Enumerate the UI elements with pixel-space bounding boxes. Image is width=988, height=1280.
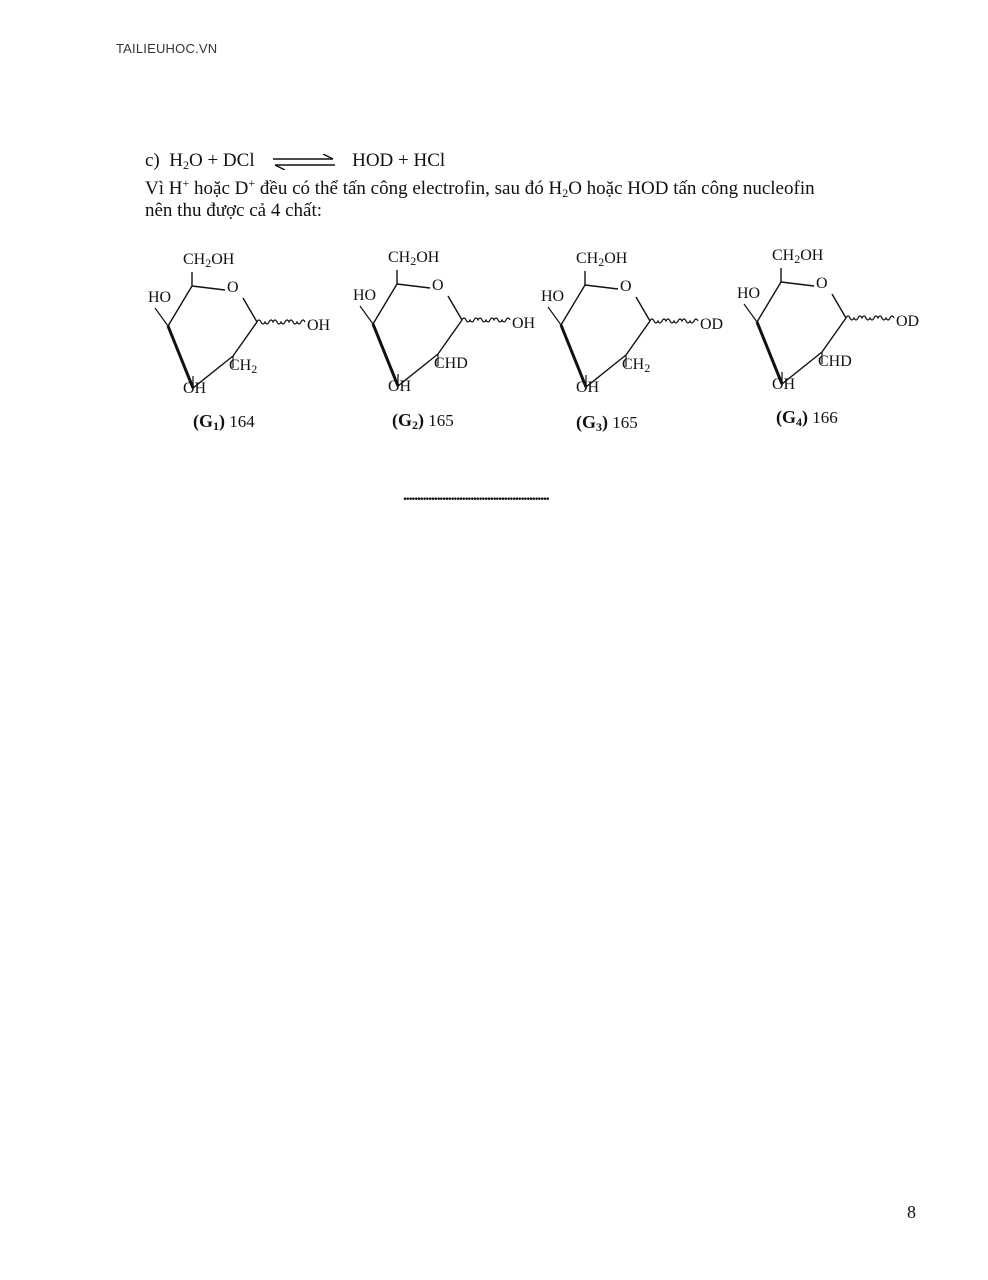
bond-6 xyxy=(373,284,397,324)
substituent-ch2oh: $CH_2OH$ xyxy=(576,250,628,269)
structure-caption: $(G_3)$ 165 xyxy=(576,412,638,434)
equation-label: c) xyxy=(145,150,160,171)
bond-1 xyxy=(397,284,430,288)
stub-0 xyxy=(155,308,168,326)
structure-g1 xyxy=(145,248,335,433)
wavy-bond xyxy=(257,320,305,324)
substituent-ring-carbon: CHD xyxy=(818,353,852,370)
text-line-2: Vì H+ hoặc D+ đều có thể tấn công electrofin, sau đó $H_2O$ hoặc HOD tấn công nucleofin xyxy=(145,176,815,200)
ring-oxygen: O xyxy=(620,278,632,295)
substituent-ch2oh: $CH_2OH$ xyxy=(388,249,440,268)
bond-3 xyxy=(626,321,650,355)
bond-6 xyxy=(168,286,192,326)
stub-0 xyxy=(360,306,373,324)
wavy-bond xyxy=(846,316,894,320)
substituent-left: HO xyxy=(541,288,565,305)
stub-0 xyxy=(744,304,757,322)
substituent-ring-carbon: CHD xyxy=(434,355,468,372)
bond-bold xyxy=(168,326,193,388)
bond-bold xyxy=(561,325,586,387)
equilibrium-arrows-icon xyxy=(273,154,335,170)
bond-2 xyxy=(636,297,650,321)
ring-oxygen: O xyxy=(816,275,828,292)
bond-1 xyxy=(781,282,814,286)
wavy-bond xyxy=(462,318,510,322)
substituent-right: OH xyxy=(307,317,331,334)
structure-caption: $(G_2)$ 165 xyxy=(392,410,454,432)
substituent-ring-carbon: $CH_2$ xyxy=(622,356,651,375)
equation-reactants: $H_2O$ + DCl xyxy=(169,150,255,172)
substituent-right: OD xyxy=(896,313,920,330)
bond-3 xyxy=(822,318,846,352)
structure-caption: $(G_1)$ 164 xyxy=(193,411,255,433)
substituent-left: HO xyxy=(353,287,377,304)
bond-2 xyxy=(448,296,462,320)
substituent-bottom: OH xyxy=(388,378,412,395)
separator-dots: .................................................... xyxy=(403,487,549,504)
substituent-ch2oh: $CH_2OH$ xyxy=(772,247,824,266)
structure-caption: $(G_4)$ 166 xyxy=(776,407,838,429)
text-line-3: nên thu được cả 4 chất: xyxy=(145,200,323,221)
page-number: 8 xyxy=(907,1202,916,1222)
bond-1 xyxy=(192,286,225,290)
ring-oxygen: O xyxy=(432,277,444,294)
watermark: TAILIEUHOC.VN xyxy=(116,41,218,56)
structure-g3 xyxy=(538,247,728,434)
bond-3 xyxy=(233,322,257,356)
wavy-bond xyxy=(650,319,698,323)
bond-3 xyxy=(438,320,462,354)
bond-6 xyxy=(561,285,585,325)
bond-bold xyxy=(373,324,398,386)
substituent-left: HO xyxy=(737,285,761,302)
substituent-ring-carbon: $CH_2$ xyxy=(229,357,258,376)
bond-bold xyxy=(757,322,782,384)
structure-g4 xyxy=(734,244,924,429)
substituent-bottom: OH xyxy=(772,376,796,393)
substituent-right: OD xyxy=(700,316,724,333)
bond-2 xyxy=(832,294,846,318)
stub-0 xyxy=(548,307,561,325)
substituent-bottom: OH xyxy=(576,379,600,396)
equation-products: HOD + HCl xyxy=(352,150,446,171)
bond-6 xyxy=(757,282,781,322)
bond-2 xyxy=(243,298,257,322)
substituent-bottom: OH xyxy=(183,380,207,397)
bond-1 xyxy=(585,285,618,289)
substituent-right: OH xyxy=(512,315,536,332)
ring-oxygen: O xyxy=(227,279,239,296)
substituent-left: HO xyxy=(148,289,172,306)
structure-g2 xyxy=(350,246,540,432)
substituent-ch2oh: $CH_2OH$ xyxy=(183,251,235,270)
equation-line xyxy=(145,150,445,173)
